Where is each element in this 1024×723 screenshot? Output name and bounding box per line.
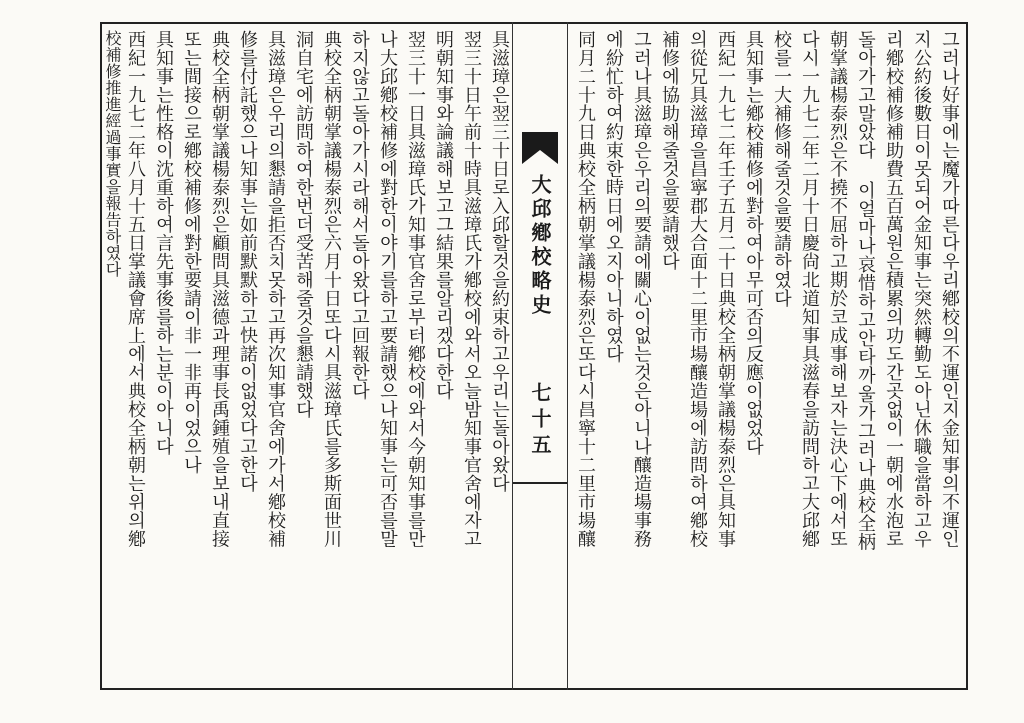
text-column: 具知事는鄕校補修에對하여아무可否의反應이없었다	[743, 30, 764, 456]
text-column: 다시一九七二年二月十日慶尙北道知事具滋春을訪問하고大邱鄕	[799, 30, 820, 548]
text-column: 具滋璋은우리의懇請을拒否치못하고再次知事官舍에가서鄕校補	[265, 30, 286, 548]
margin-rule	[513, 482, 567, 484]
book-title: 大邱鄕校略史	[528, 174, 552, 318]
text-column: 校를一大補修해줄것을要請하였다	[771, 30, 792, 308]
text-column: 西紀一九七二年壬子五月二十日典校全柄朝掌議楊泰烈은具知事	[715, 30, 736, 548]
text-column: 補修에協助해줄것을要請했다	[659, 30, 680, 271]
text-column: 하지않고돌아가시라해서돌아왔다고回報한다	[349, 30, 370, 400]
text-column: 同月二十九日典校全柄朝掌議楊泰烈은또다시昌寧十二里市場釀	[575, 30, 596, 548]
text-column: 또는間接으로鄕校補修에對한要請이非一非再이었으나	[181, 30, 202, 474]
text-column: 지公約後數日이못되어金知事는突然轉勤도아닌休職을當하고우	[911, 30, 932, 548]
text-column: 翌三十一日具滋璋氏가知事官舍로부터鄕校에와서今朝知事를만	[405, 30, 426, 548]
text-column: 修를付託했으나知事는如前默默하고快諾이없었다고한다	[237, 30, 258, 493]
text-column: 돌아가고말았다 이얼마나哀惜하고안타까울가그러나典校全柄	[855, 30, 876, 551]
text-column: 朝掌議楊泰烈은不撓不屈하고期於코成事해보자는決心下에서또	[827, 30, 848, 548]
text-column: 翌三十日午前十時具滋璋氏가鄕校에와서오늘밤知事官舍에자고	[461, 30, 482, 548]
text-column: 에紛忙하여約束한時日에오지아니하였다	[603, 30, 624, 363]
text-column: 典校全柄朝掌議楊泰烈은顧問具滋德과理事長禹鍾殖을보내直接	[209, 30, 230, 548]
text-column: 그러나具滋璋은우리의要請에關心이없는것은아니나釀造場事務	[631, 30, 652, 548]
text-column-last: 校補修推進經過事實을報告하였다	[103, 30, 122, 278]
text-column: 典校全柄朝掌議楊泰烈은六月十日또다시具滋璋氏를多斯面世川	[321, 30, 342, 548]
text-column: 西紀一九七二年八月十五日掌議會席上에서典校全柄朝는위의鄕	[125, 30, 146, 548]
page-number: 七十五	[528, 382, 552, 460]
text-column: 洞自宅에訪問하여한번더受苦해줄것을懇請했다	[293, 30, 314, 419]
text-column: 明朝知事와論議해보고그結果를알리겠다한다	[433, 30, 454, 400]
fishtail-ornament-icon	[522, 132, 558, 164]
text-column: 의從兄具滋璋을昌寧郡大合面十二里市場釀造場에訪問하여鄕校	[687, 30, 708, 548]
text-column: 그러나好事에는魔가따른다우리鄕校의不運인지金知事의不運인	[939, 30, 960, 548]
text-column: 具滋璋은翌三十日로入邱할것을約束하고우리는돌아왔다	[489, 30, 510, 493]
text-column: 리鄕校補修補助費五百萬원은積累의功도간곳없이一朝에水泡로	[883, 30, 904, 548]
center-margin-column	[512, 22, 568, 690]
text-column: 나大邱鄕校補修에對한이야기를하고要請했으나知事는可否를말	[377, 30, 398, 548]
text-column: 具知事는性格이沈重하여言先事後를하는분이아니다	[153, 30, 174, 456]
